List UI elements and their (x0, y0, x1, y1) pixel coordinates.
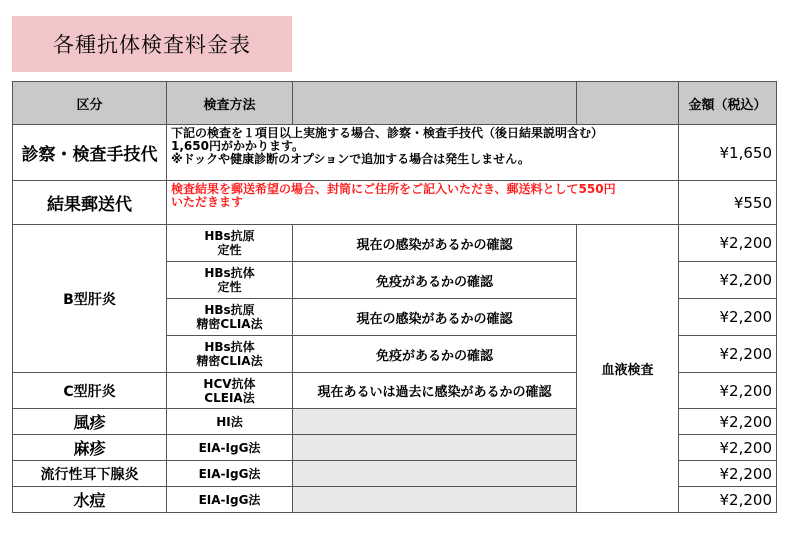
purpose-cell: 免疫があるかの確認 (293, 262, 577, 299)
price-cell: ¥2,200 (679, 435, 777, 461)
purpose-cell-empty (293, 409, 577, 435)
category-cell: 麻疹 (13, 435, 167, 461)
method-line: HBs抗原 (204, 303, 255, 317)
table-row (13, 125, 777, 181)
price-cell: ¥2,200 (679, 373, 777, 409)
method-cell (167, 336, 293, 373)
purpose-cell: 現在の感染があるかの確認 (293, 225, 577, 262)
desc-line: 1,650円がかかります。 (171, 139, 304, 153)
purpose-cell: 現在の感染があるかの確認 (293, 299, 577, 336)
category-cell: C型肝炎 (13, 373, 167, 409)
mail-description (167, 181, 679, 225)
method-line: HCV抗体 (203, 376, 256, 391)
price-cell: ¥2,200 (679, 299, 777, 336)
category-cell: 水痘 (13, 487, 167, 513)
method-line: CLEIA法 (204, 390, 255, 405)
category-cell: 診察・検査手技代 (13, 125, 167, 181)
method-cell: HI法 (167, 409, 293, 435)
price-cell: ¥2,200 (679, 262, 777, 299)
method-line: HBs抗体 (204, 340, 255, 354)
desc-line: いただきます (171, 195, 244, 209)
purpose-cell-empty (293, 461, 577, 487)
price-cell: ¥2,200 (679, 409, 777, 435)
purpose-cell: 免疫があるかの確認 (293, 336, 577, 373)
method-cell: EIA-IgG法 (167, 435, 293, 461)
method-cell: EIA-IgG法 (167, 487, 293, 513)
price-cell: ¥550 (679, 181, 777, 225)
price-table (12, 81, 777, 513)
method-cell: EIA-IgG法 (167, 461, 293, 487)
price-cell: ¥2,200 (679, 461, 777, 487)
category-cell: B型肝炎 (13, 225, 167, 373)
purpose-cell: 現在あるいは過去に感染があるかの確認 (293, 373, 577, 409)
table-row (13, 225, 777, 262)
header-blank-2 (577, 82, 679, 125)
blood-test-cell: 血液検査 (577, 225, 679, 513)
price-cell: ¥2,200 (679, 336, 777, 373)
purpose-cell-empty (293, 435, 577, 461)
purpose-cell-empty (293, 487, 577, 513)
desc-line: 下記の検査を１項目以上実施する場合、診察・検査手技代（後日結果説明含む） (171, 126, 604, 140)
category-cell: 風疹 (13, 409, 167, 435)
title-banner (12, 16, 292, 72)
desc-line: 検査結果を郵送希望の場合、封筒にご住所をご記入いただき、郵送料として550円 (171, 182, 616, 196)
method-line: HBs抗原 (204, 229, 255, 243)
desc-line: ※ドックや健康診断のオプションで追加する場合は発生しません。 (171, 152, 530, 166)
page-title: 各種抗体検査料金表 (53, 33, 251, 57)
price-cell: ¥2,200 (679, 487, 777, 513)
header-category: 区分 (13, 82, 167, 125)
header-method: 検査方法 (167, 82, 293, 125)
price-cell: ¥1,650 (679, 125, 777, 181)
method-cell (167, 262, 293, 299)
method-line: 精密CLIA法 (196, 354, 263, 368)
method-line: HBs抗体 (204, 266, 255, 280)
method-line: 定性 (217, 243, 242, 257)
method-cell (167, 299, 293, 336)
header-blank-1 (293, 82, 577, 125)
header-price: 金額（税込） (679, 82, 777, 125)
category-cell: 流行性耳下腺炎 (13, 461, 167, 487)
price-cell: ¥2,200 (679, 225, 777, 262)
header-row (13, 82, 777, 125)
category-cell: 結果郵送代 (13, 181, 167, 225)
method-cell (167, 225, 293, 262)
method-line: 定性 (217, 280, 242, 294)
method-line: 精密CLIA法 (196, 317, 263, 331)
consult-description (167, 125, 679, 181)
table-row (13, 181, 777, 225)
method-cell (167, 373, 293, 409)
